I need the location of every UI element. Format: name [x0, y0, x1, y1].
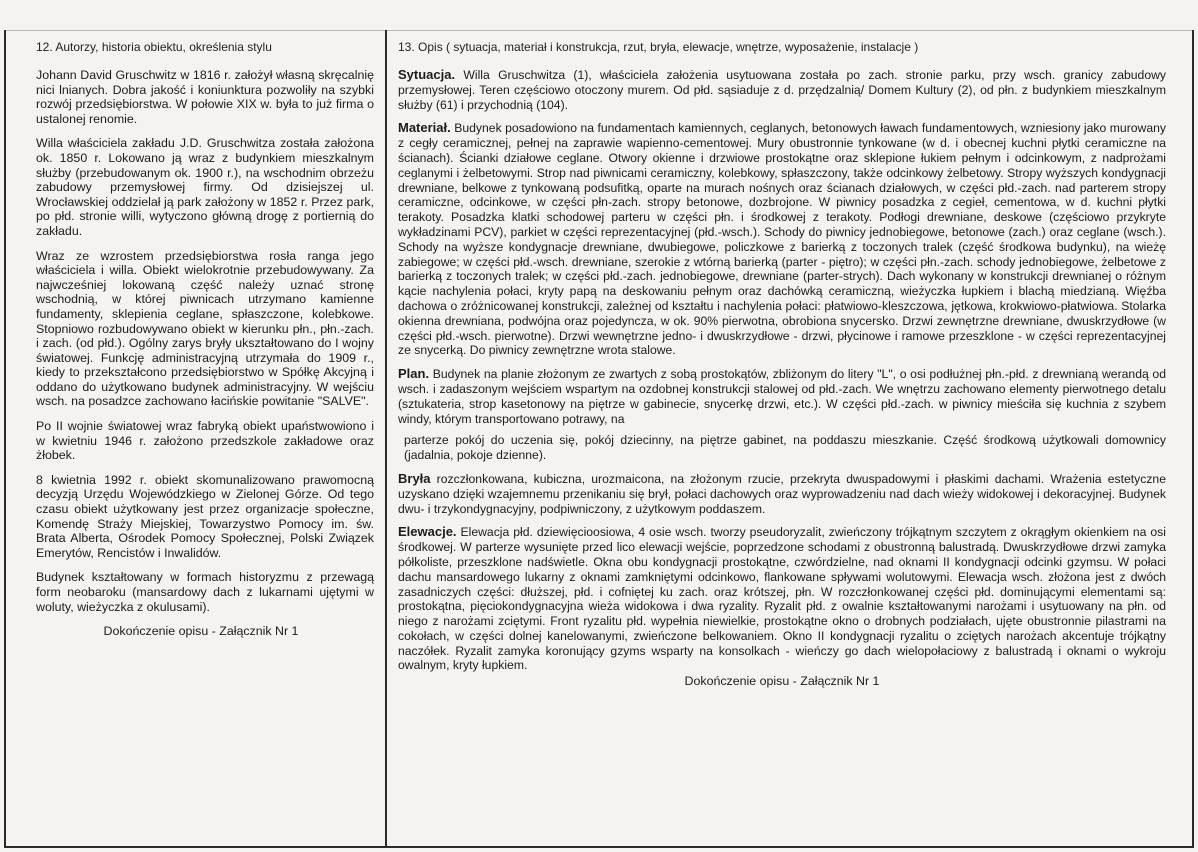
section-plan: [398, 367, 1166, 426]
section-elevations: [398, 525, 1166, 673]
history-paragraph: Budynek kształtowany w formach historyzmu z przewagą form neobaroku (mansardowy dach z lukarnami ujętymi w woluty, wieżyczka z okulusami).: [36, 570, 374, 614]
description-heading: 13. Opis ( sytuacja, materiał i konstrukcja, rzut, bryła, elewacje, wnętrze, wyposażenie, instalacje ): [398, 40, 919, 54]
section-label: Sytuacja.: [398, 67, 456, 82]
description-column: [398, 40, 1166, 688]
description-footer: Dokończenie opisu - Załącznik Nr 1: [684, 674, 880, 689]
history-paragraph: Johann David Gruschwitz w 1816 r. założył własną skręcalnię nici lnianych. Dobra jakość i koniunktura pozwoliły na szybki rozwój przedsiębiorstwa. W połowie XIX w. była to już firma o ustalonej renomie.: [36, 68, 374, 126]
section-text: Budynek posadowiono na fundamentach kamiennych, ceglanych, betonowych ławach fundamentowych, wzniesiony jako murowany z cegły ceramicznej, pełnej na zaprawie wapienno-cementowej. Mury obustronnie tynkowane (w d. i obecnej kuchni płytki ceramiczne na ścianach). Ścianki działowe ceglane. Otwory okienne i drzwiowe prostokątne oraz sklepione łukiem pełnym i odcinkowym, z nadprożami ceglanymi i żelbetowymi. Strop nad piwnicami ceramiczny, kolebkowy, spłaszczony, także odcinkowy żelbetowy. Stropy wyższych kondygnacji drewniane, belkowe z tynkowaną podsufitką, oparte na murach nośnych oraz ścianach działowych, w części płd.-zach. nad parterem stropy ceramiczne, odcinkowe, w części płn-zach. stropy betonowe, dozbrojone. W piwnicy posadzka z cegieł, cementowa, w d. kuchni płytki terakoty. Posadzka klatki schodowej parteru w części płn. i środkowej z terakoty. Podłogi drewniane, deskowe (częściowo przykryte wykładzinami PCV), parkiet w części reprezentacyjnej (płd.-wsch.). Schody do piwnicy jednobiegowe, betonowe (zach.) oraz ceglane (wsch.). Schody na wyższe kondygnacje drewniane, dwubiegowe, policzkowe z barierką z toczonych tralek (część środkowa budynku), na wieżę zabiegowe; w części płd.-wsch. drewniane, szerokie z wtórną barierką (parter - piętro); w części płn.-zach. schody jednobiegowe, żelbetowe z barierką z toczonych tralek; w części płd.-zach. jednobiegowe, drewniane (parter-strych). Dach wykonany w konstrukcji drewnianej o różnym kącie nachylenia połaci, kryty papą na deskowaniu pełnym oraz dachówką ceramiczną, wieżyczka łupkiem i blachą miedzianą. Więźba dachowa o zróżnicowanej konstrukcji, zależnej od kształtu i nachylenia połaci: płatwiowo-kleszczowa, jętkowa, krokwiowo-płatwiowa. Stolarka okienna drewniana, podwójna oraz pojedyncza, w ok. 90% pierwotna, obrobiona snycersko. Drzwi zewnętrzne drewniane, dwuskrzydłowe (w części płd.-wsch. pierwotne). Drzwi wewnętrzne jedno- i dwuskrzydłowe - drzwi, płycinowe i ramowe przeszklone - w części reprezentacyjnej ze snycerką. Do piwnicy zewnętrzne wrota stalowe.: [398, 121, 1166, 358]
history-paragraph: 8 kwietnia 1992 r. obiekt skomunalizowano prawomocną decyzją Urzędu Wojewódzkiego w Zielonej Górze. Od tego czasu obiekt użytkowany jest przez organizacje społeczne, Komendę Straży Miejskiej, Towarzystwo Pomocy im. św. Brata Alberta, Ośrodek Pomocy Społecznej, Polski Związek Emerytów, Rencistów i Inwalidów.: [36, 472, 374, 560]
section-material: [398, 121, 1166, 358]
history-heading: 12. Autorzy, historia obiektu, określenia stylu: [36, 40, 272, 54]
history-footer: Dokończenie opisu - Załącznik Nr 1: [103, 624, 299, 639]
section-label: Elewacje.: [398, 524, 457, 540]
history-column: [36, 40, 374, 638]
section-label: Plan.: [398, 366, 430, 382]
section-text: parterze pokój do uczenia się, pokój dziecinny, na piętrze gabinet, na poddaszu mieszkanie. Część środkową użytkowali domownicy (jadalnia, pokoje dzienne).: [404, 433, 1166, 463]
history-paragraph: Wraz ze wzrostem przedsiębiorstwa rosła ranga jego właściciela i willa. Obiekt wielokrotnie przebudowywany. Za najwcześniej lokowaną część należy uznać stronę wschodnią, w której piwnicach utrzymano kamienne fundamenty, sklepienia ceglane, spłaszczone, kolebkowe. Stopniowo rozbudowywano obiekt w kierunku płn., płn.-zach. i zach. (od płd.). Ogólny zarys bryły ukształtowano do I wojny światowej. Funkcję administracyjną utrzymała do 1909 r., kiedy to przekształcono przedsiębiorstwo w Spółkę Akcyjną i oddano do użytkowano budynek administracyjny. W wejściu wsch. na posadzce zachowano łacińskie powitanie "SALVE".: [36, 248, 374, 409]
section-text: Elewacja płd. dziewięcioosiowa, 4 osie wsch. tworzy pseudoryzalit, zwieńczony trójkątnym szczytem z okrągłym okienkiem na osi środkowej. W parterze wysunięte przed lico elewacji wejście, poprzedzone schodami z obustronną balustradą. Dwuskrzydłowe drzwi zamyka półkoliste, przeszklone nadświetle. Okna obu kondygnacji prostokątne, czwórdzielne, nad oknami II kondygnacji odcinki gzymsu. W połaci dachu mansardowego lukarny z oknami zamkniętymi odcinkowo, flankowane spływami wolutowymi. Elewacja wsch. złożona jest z dwóch zasadniczych części: dłuższej, płd. i cofniętej ku zach. oraz krótszej, płn. W rozczłonkowanej części płd. dominującymi elementami są: prostokątna, pięciokondygnacyjna wieża widokowa i dwa ryzality. Ryzalit płd. z owalnie kształtowanymi narożami i usytuowany na płn. od niego z narożami zciętymi. Front ryzalitu płd. wypełnia niewielkie, prostokątne okno o drobnych podziałach, ujęte obustronnie pilastrami na cokołach, w części dolnej kanelowanymi, zwieńczone belkowaniem. Okno II kondygnacji ryzalitu o zciętych narożach akcentuje trójkątny naczółek. Ryzalit zamyka koronujący gzyms wsparty na konsolkach - wieńczy go dach wielopołaciowy z balustradą i oknami o wykroju owalnym, kryty łupkiem.: [398, 525, 1166, 673]
history-paragraph: Willa właściciela zakładu J.D. Gruschwitza została założona ok. 1850 r. Lokowano ją wraz z budynkiem mieszkalnym służby (przebudowanym ok. 1900 r.), na wschodnim obrzeżu zabudowy przemysłowej firmy. Od dzisiejszej ul. Wrocławskiej oddzielał ją park założony w 1852 r. Przez park, po płd. stronie willi, wytyczono główną drogę z portiernią do zakładu.: [36, 136, 374, 238]
section-plan-continued: [398, 433, 1166, 463]
section-label: Bryła: [398, 470, 431, 486]
section-situation: [398, 68, 1166, 112]
column-divider: [385, 30, 387, 848]
section-text: Budynek na planie złożonym ze zwartych z sobą prostokątów, zbliżonym do litery "L", o osi podłużnej płn.-płd. z drewnianą werandą od wsch. i zadaszonym wejściem wspartym na ozdobnej konstrukcji stalowej od płd.-zach. We wnętrzu zachowano elementy pierwotnego detalu (sztukateria, strop kasetonowy na piętrze w gabinecie, snycerkę drzwi, etc.). W części płd.-zach. w piwnicy mieściła się kuchnia z szybem windy, którym transportowano potrawy, na: [398, 367, 1166, 426]
section-text: rozczłonkowana, kubiczna, urozmaicona, na złożonym rzucie, przekryta dwuspadowymi i płaskimi dachami. Wrażenia estetyczne uzyskano dzięki wzajemnemu przenikaniu się brył, połaci dachowych oraz wyprowadzeniu nad dach wieży widokowej i dekoracyjnej. Budynek dwu- i trzykondygnacyjny, podpiwniczony, z użytkowym poddaszem.: [398, 471, 1166, 516]
section-massing: [398, 472, 1166, 516]
history-paragraph: Po II wojnie światowej wraz fabryką obiekt upaństwowiono i w kwietniu 1946 r. założono przedszkole zakładowe oraz żłobek.: [36, 419, 374, 463]
section-label: Materiał.: [398, 120, 451, 136]
section-text: Willa Gruschwitza (1), właściciela założenia usytuowana została po zach. stronie parku, przy wsch. granicy zabudowy przemysłowej. Teren częściowo otoczony murem. Od płd. sąsiaduje z d. przędzalnią/ Domem Kultury (2), od płn. z budynkiem mieszkalnym służby (61) i przychodnią (104).: [398, 68, 1166, 112]
